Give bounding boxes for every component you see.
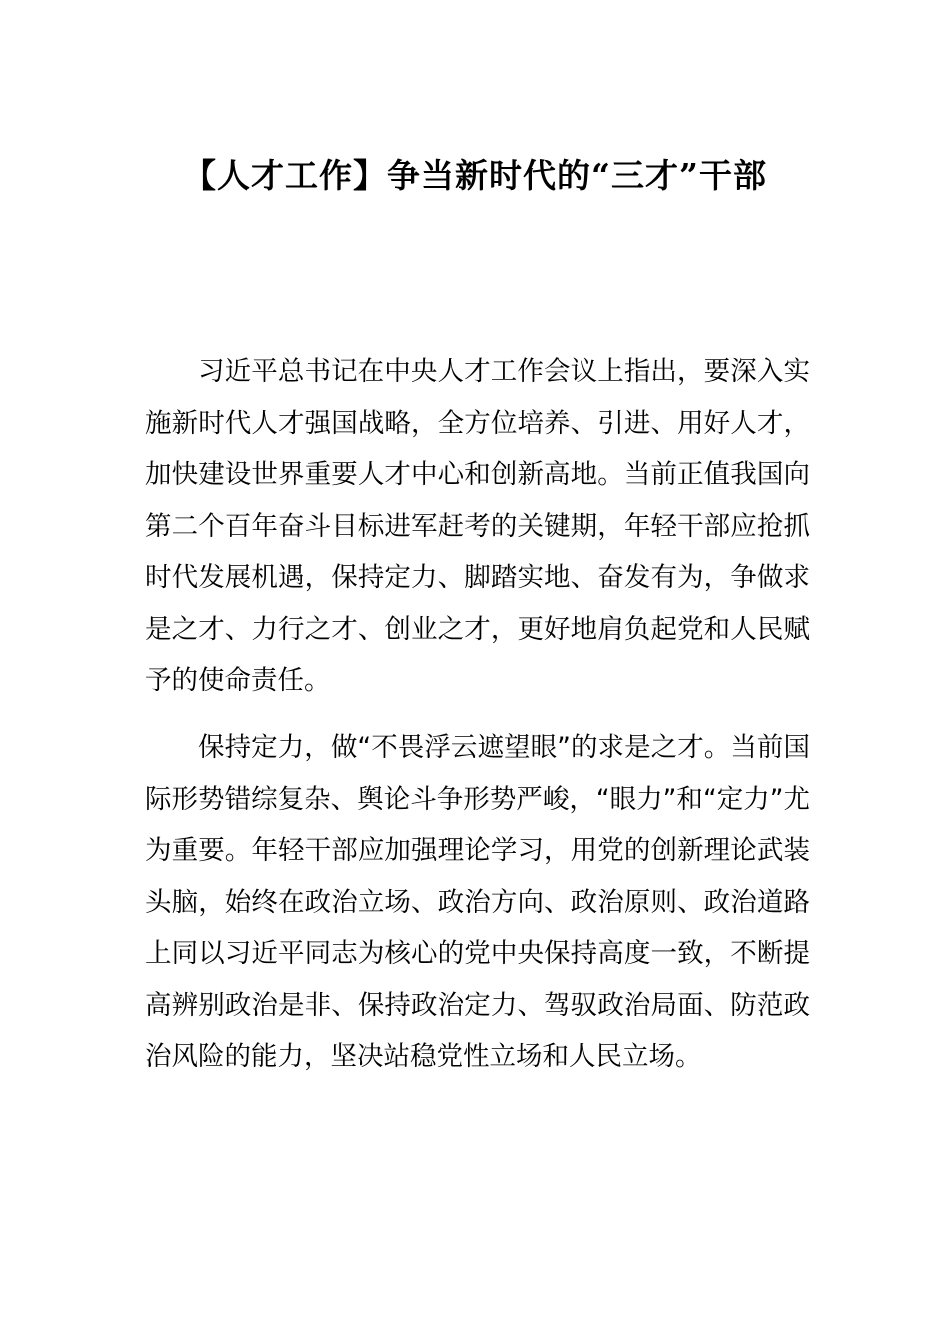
paragraph-1: 习近平总书记在中央人才工作会议上指出，要深入实施新时代人才强国战略，全方位培养、引进、用好人才，加快建设世界重要人才中心和创新高地。当前正值我国向第二个百年奋斗目标进军赶考的关键期，年轻干部应抢抓时代发展机遇，保持定力、脚踏实地、奋发有为，争做求是之才、力行之才、创业之才，更好地肩负起党和人民赋予的使命责任。 bbox=[145, 356, 810, 696]
document-title: 【人才工作】争当新时代的“三才”干部 bbox=[183, 156, 767, 195]
paragraph-2: 保持定力，做“不畏浮云遮望眼”的求是之才。当前国际形势错综复杂、舆论斗争形势严峻，“眼力”和“定力”尤为重要。年轻干部应加强理论学习，用党的创新理论武装头脑，始终在政治立场、政治方向、政治原则、政治道路上同以习近平同志为核心的党中央保持高度一致，不断提高辨别政治是非、保持政治定力、驾驭政治局面、防范政治风险的能力，坚决站稳党性立场和人民立场。 bbox=[145, 732, 810, 1072]
